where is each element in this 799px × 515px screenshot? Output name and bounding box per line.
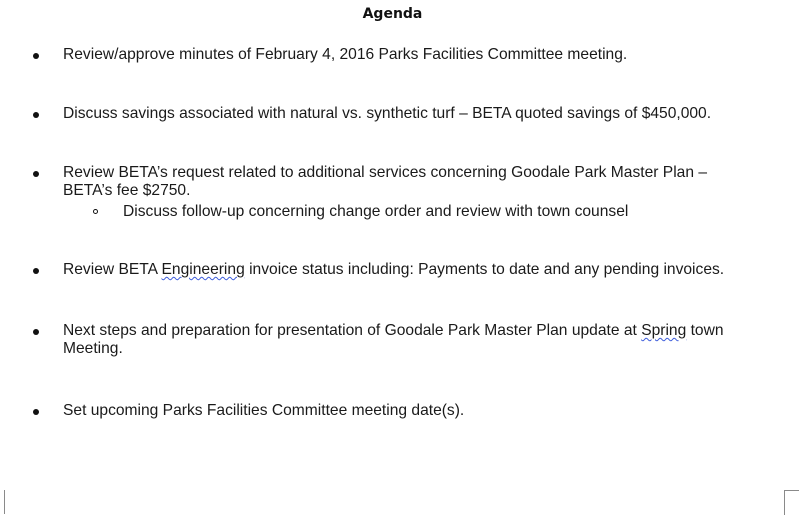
agenda-item-line-2: BETA’s fee $2750.: [63, 182, 191, 199]
agenda-item-line-1: Review BETA’s request related to additional services concerning Goodale Park Master Plan –: [63, 164, 708, 181]
hollow-bullet-icon: [93, 209, 98, 214]
text-segment: invoice status including: Payments to date and any pending invoices.: [244, 261, 725, 278]
bullet-icon: [33, 409, 39, 415]
agenda-item-text: Discuss savings associated with natural vs. synthetic turf – BETA quoted savings of $450,000.: [63, 105, 712, 122]
agenda-sub-item-text: Discuss follow-up concerning change order and review with town counsel: [123, 203, 629, 220]
agenda-item-text: [63, 261, 793, 279]
agenda-item-text: Set upcoming Parks Facilities Committee meeting date(s).: [63, 402, 465, 419]
bullet-icon: [33, 112, 39, 118]
spellcheck-flagged-word[interactable]: Spring: [641, 322, 687, 339]
agenda-item-line-2: Meeting.: [63, 340, 123, 357]
bullet-icon: [33, 329, 39, 335]
text-segment: Review BETA: [63, 261, 162, 278]
bullet-icon: [33, 171, 39, 177]
text-segment: Next steps and preparation for presentation of Goodale Park Master Plan update at: [63, 322, 642, 339]
bullet-icon: [33, 53, 39, 59]
agenda-title: Agenda: [362, 6, 423, 22]
text-segment: town: [686, 322, 724, 339]
page-corner-mark-left: [0, 490, 5, 514]
page-corner-mark-right: [784, 490, 799, 515]
agenda-item-text: [63, 322, 793, 358]
agenda-item-text: [63, 164, 783, 200]
agenda-item-text: Review/approve minutes of February 4, 2016 Parks Facilities Committee meeting.: [63, 46, 628, 63]
spellcheck-flagged-word[interactable]: Engineering: [161, 261, 245, 278]
bullet-icon: [33, 268, 39, 274]
